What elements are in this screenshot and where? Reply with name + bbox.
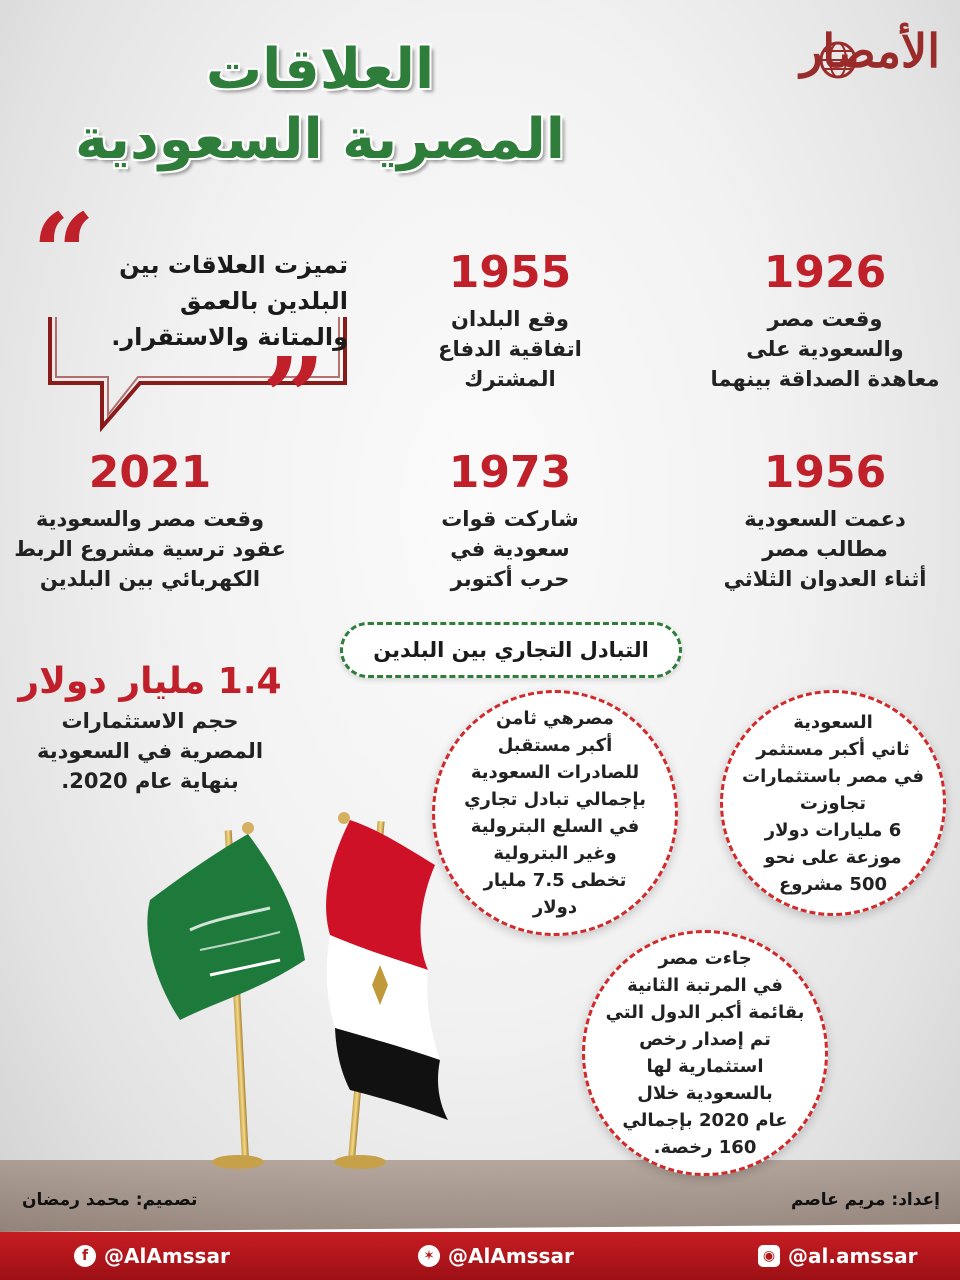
circle-line: بقائمة أكبر الدول التي xyxy=(605,1002,805,1023)
circle-line: في المرتبة الثانية xyxy=(627,975,783,996)
instagram-icon: ◉ xyxy=(758,1245,780,1267)
circle-line: تخطى 7.5 مليار xyxy=(483,870,627,891)
circle-line: بإجمالي تبادل تجاري xyxy=(464,789,646,810)
timeline-year: 1926 xyxy=(763,247,887,298)
timeline-desc-line: أثناء العدوان الثلاثي xyxy=(723,567,927,591)
timeline-desc-line: سعودية في xyxy=(450,537,570,561)
timeline-year: 1973 xyxy=(448,447,572,498)
design-credit: تصميم: محمد رمضان xyxy=(22,1190,198,1210)
trade-circle-investor xyxy=(720,690,946,916)
circle-line: تم إصدار رخص xyxy=(639,1029,771,1050)
circle-line: عام 2020 بإجمالي xyxy=(622,1110,788,1131)
timeline-item-1926 xyxy=(680,248,960,394)
quote-text: تميزت العلاقات بين البلدين بالعمق والمتانة والاستقرار. xyxy=(111,251,348,351)
open-quote-icon: “ xyxy=(32,189,96,318)
investment-desc-line: المصرية في السعودية xyxy=(36,739,264,763)
timeline-desc-line: مطالب مصر xyxy=(762,537,888,561)
logo-text: الأمصار xyxy=(800,24,940,78)
circle-line: موزعة على نحو xyxy=(764,846,902,868)
circle-line: في السلع البترولية xyxy=(470,816,640,837)
investment-desc-line: بنهاية عام 2020. xyxy=(61,769,239,793)
timeline-item-1955 xyxy=(400,248,620,394)
page-title-line1: العلاقات xyxy=(205,37,435,102)
circle-line: أكبر مستقبل xyxy=(497,735,613,756)
quote-bubble xyxy=(32,189,355,462)
timeline-item-1973 xyxy=(400,448,620,594)
circle-line: للصادرات السعودية xyxy=(470,762,640,783)
circle-line: 6 مليارات دولار xyxy=(764,819,902,841)
timeline-year: 1955 xyxy=(448,247,572,298)
timeline-item-1956 xyxy=(680,448,960,594)
circle-line: 500 مشروع xyxy=(779,873,887,895)
circle-line: دولار xyxy=(532,897,578,918)
facebook-handle: @AlAmssar xyxy=(104,1244,230,1268)
investment-desc-line: حجم الاستثمارات xyxy=(61,709,239,733)
circle-line: في مصر باستثمارات xyxy=(742,765,924,787)
prepared-credit: إعداد: مريم عاصم xyxy=(790,1190,940,1210)
timeline-desc-line: اتفاقية الدفاع xyxy=(438,337,582,361)
circle-line: بالسعودية خلال xyxy=(637,1083,773,1104)
circle-line: وغير البترولية xyxy=(493,843,617,864)
globe-icon xyxy=(818,40,858,80)
flags-illustration xyxy=(130,790,460,1190)
instagram-handle: @al.amssar xyxy=(788,1244,918,1268)
circle-line: السعودية xyxy=(793,711,873,733)
timeline-desc-line: حرب أكتوبر xyxy=(450,567,570,591)
timeline-item-2021 xyxy=(0,448,300,594)
timeline-year: 2021 xyxy=(88,447,212,498)
twitter-link[interactable] xyxy=(418,1244,574,1268)
alamssar-logo xyxy=(760,18,940,98)
timeline-desc-line: دعمت السعودية xyxy=(744,507,906,531)
timeline-desc-line: معاهدة الصداقة بينهما xyxy=(710,367,940,391)
timeline-desc-line: وقع البلدان xyxy=(451,307,569,331)
timeline-desc-line: وقعت مصر xyxy=(767,307,883,331)
circle-line: 160 رخصة. xyxy=(653,1137,757,1158)
twitter-handle: @AlAmssar xyxy=(448,1244,574,1268)
circle-line: استثمارية لها xyxy=(646,1056,764,1077)
timeline-desc-line: عقود ترسية مشروع الربط xyxy=(14,537,286,561)
circle-line: مصرهي ثامن xyxy=(496,708,614,729)
trade-circle-licenses xyxy=(582,930,828,1176)
timeline-desc-line: المشترك xyxy=(464,367,556,391)
page-title-line2: المصرية السعودية xyxy=(75,107,565,172)
facebook-icon: f xyxy=(74,1245,96,1267)
trade-circle-exports xyxy=(432,690,678,936)
circle-line: تجاوزت xyxy=(799,792,867,814)
twitter-icon: ✶ xyxy=(418,1245,440,1267)
instagram-link[interactable] xyxy=(758,1244,917,1268)
facebook-link[interactable] xyxy=(74,1244,230,1268)
trade-heading: التبادل التجاري بين البلدين xyxy=(340,622,682,678)
footer-bar xyxy=(0,1232,960,1280)
investment-amount: 1.4 مليار دولار xyxy=(18,661,282,702)
timeline-desc-line: وقعت مصر والسعودية xyxy=(35,507,265,531)
timeline-year: 1956 xyxy=(763,447,887,498)
timeline-desc-line: شاركت قوات xyxy=(441,507,579,531)
timeline-desc-line: الكهربائي بين البلدين xyxy=(39,567,261,591)
timeline-desc-line: والسعودية على xyxy=(746,337,904,361)
investment-block xyxy=(0,660,300,796)
circle-line: جاءت مصر xyxy=(658,948,752,969)
circle-line: ثاني أكبر مستثمر xyxy=(756,738,910,760)
close-quote-icon: ” xyxy=(262,333,326,462)
